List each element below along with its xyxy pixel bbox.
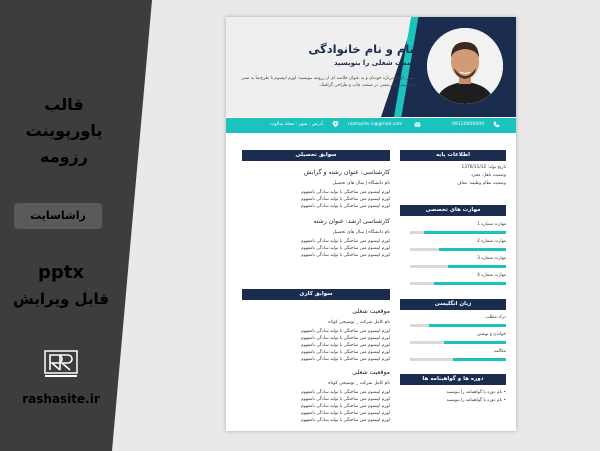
- format-label: pptx: [38, 262, 84, 283]
- site-url: rashasite.ir: [22, 392, 100, 406]
- education-line: لورم ایپسوم متن ساختگی با تولید سادگی نامفهوم: [301, 197, 390, 202]
- skill-bar-fill: [448, 265, 506, 268]
- contact-email: rashasite.ir@gmail.com: [348, 122, 403, 127]
- section-title-courses: دوره ها و گواهینامه ها: [400, 374, 506, 385]
- work-sub: نام کامل شرکت _ توضیحی کوتاه: [328, 381, 390, 386]
- work-line: لورم ایپسوم متن ساختگی با تولید سادگی نامفهوم: [301, 357, 390, 362]
- education-line: لورم ایپسوم متن ساختگی با تولید سادگی نامفهوم: [301, 204, 390, 209]
- work-line: لورم ایپسوم متن ساختگی با تولید سادگی نامفهوم: [301, 404, 390, 409]
- language-label: مکالمه: [493, 349, 506, 354]
- education-heading: کارشناسی: عنوان رشته و گرایش: [303, 169, 390, 176]
- section-title-skills: مهارت های تخصصی: [400, 205, 506, 216]
- personal-item: وضعیت نظام وظیفه: معاف: [457, 181, 506, 186]
- section-title-personal: اطلاعات پایه: [400, 150, 506, 161]
- work-line: لورم ایپسوم متن ساختگی با تولید سادگی نامفهوم: [301, 411, 390, 416]
- phone-icon: [493, 121, 500, 128]
- work-sub: نام کامل شرکت _ توضیحی کوتاه: [328, 320, 390, 325]
- promo-panel-slant: [112, 0, 152, 451]
- skill-label: مهارت شماره 3: [477, 256, 506, 261]
- resume-page: [226, 17, 516, 431]
- section-title-language: زبان انگلیسی: [400, 299, 506, 310]
- resume-body: [226, 133, 516, 431]
- section-title-work: سوابق کاری: [242, 289, 390, 300]
- work-heading: موقعیت شغلی: [352, 308, 390, 315]
- education-line: لورم ایپسوم متن ساختگی با تولید سادگی نامفهوم: [301, 239, 390, 244]
- education-line: لورم ایپسوم متن ساختگی با تولید سادگی نامفهوم: [301, 246, 390, 251]
- course-item-text: نام دوره یا گواهینامه را بنویسید: [446, 398, 503, 403]
- section-title-education: سوابق تحصیلی: [242, 150, 390, 161]
- language-label: درک مطلب: [485, 315, 506, 320]
- skill-label: مهارت شماره 2: [477, 239, 506, 244]
- skill-bar: [410, 282, 506, 285]
- education-heading: کارشناسی ارشد: عنوان رشته: [313, 218, 390, 225]
- profile-photo: [427, 28, 503, 104]
- rasha-logo-icon: [44, 350, 78, 380]
- education-line: لورم ایپسوم متن ساختگی با تولید سادگی نامفهوم: [301, 253, 390, 258]
- promo-title-line: پاورپوینت: [25, 121, 103, 140]
- skill-bar-fill: [434, 282, 506, 285]
- work-line: لورم ایپسوم متن ساختگی با تولید سادگی نامفهوم: [301, 329, 390, 334]
- language-bar: [410, 341, 506, 344]
- skill-bar-fill: [439, 248, 506, 251]
- resume-about: متنی کوتاه درباره خودتان و به عنوان خلاصه ای از رزومه بنویسید؛ لورم ایپسوم یا طرح‌نما به متنی آزمایشی و بی‌معنی در صنعت چاپ و طراحی گرافیک.: [240, 76, 414, 88]
- language-bar-fill: [444, 341, 506, 344]
- contact-bar: [226, 118, 516, 133]
- promo-title-line: رزومه: [40, 147, 88, 166]
- language-bar: [410, 324, 506, 327]
- skill-bar: [410, 265, 506, 268]
- personal-item: وضعیت تاهل: مجرد: [471, 173, 506, 178]
- contact-phone: 09120000000: [452, 122, 485, 127]
- editable-label: قابل ویرایش: [13, 290, 109, 308]
- skill-bar: [410, 231, 506, 234]
- course-item: • نام دوره یا گواهینامه را بنویسید: [446, 398, 506, 403]
- promo-title: [8, 92, 120, 170]
- location-icon: [332, 121, 339, 128]
- skill-bar-fill: [424, 231, 506, 234]
- work-line: لورم ایپسوم متن ساختگی با تولید سادگی نامفهوم: [301, 418, 390, 423]
- work-line: لورم ایپسوم متن ساختگی با تولید سادگی نامفهوم: [301, 397, 390, 402]
- course-item-text: نام دوره یا گواهینامه را بنویسید: [446, 390, 503, 395]
- education-sub: نام دانشگاه | سال های تحصیل: [332, 230, 390, 235]
- resume-name: نام و نام خانوادگی: [308, 42, 414, 56]
- language-bar-fill: [429, 324, 506, 327]
- education-sub: نام دانشگاه | سال های تحصیل: [332, 181, 390, 186]
- resume-job-title: سمت شغلی را بنویسید: [333, 59, 414, 67]
- work-heading: موقعیت شغلی: [352, 369, 390, 376]
- work-line: لورم ایپسوم متن ساختگی با تولید سادگی نامفهوم: [301, 343, 390, 348]
- contact-address: آدرس : شهر - محله سالوت: [270, 122, 323, 127]
- language-label: خواندن و نوشتن: [476, 332, 506, 337]
- work-line: لورم ایپسوم متن ساختگی با تولید سادگی نامفهوم: [301, 336, 390, 341]
- brand-badge: راشاسایت: [14, 203, 102, 229]
- language-bar: [410, 358, 506, 361]
- course-item: • نام دوره یا گواهینامه را بنویسید: [446, 390, 506, 395]
- work-line: لورم ایپسوم متن ساختگی با تولید سادگی نامفهوم: [301, 350, 390, 355]
- skill-bar: [410, 248, 506, 251]
- skill-label: مهارت شماره 1: [477, 222, 506, 227]
- work-line: لورم ایپسوم متن ساختگی با تولید سادگی نامفهوم: [301, 390, 390, 395]
- profile-photo-image: [427, 28, 503, 104]
- promo-title-line: قالب: [44, 95, 84, 114]
- skill-label: مهارت شماره 4: [477, 273, 506, 278]
- language-bar-fill: [453, 358, 506, 361]
- email-icon: [414, 121, 421, 128]
- education-line: لورم ایپسوم متن ساختگی با تولید سادگی نامفهوم: [301, 190, 390, 195]
- personal-item: تاریخ تولد: 1376/11/12: [461, 165, 506, 170]
